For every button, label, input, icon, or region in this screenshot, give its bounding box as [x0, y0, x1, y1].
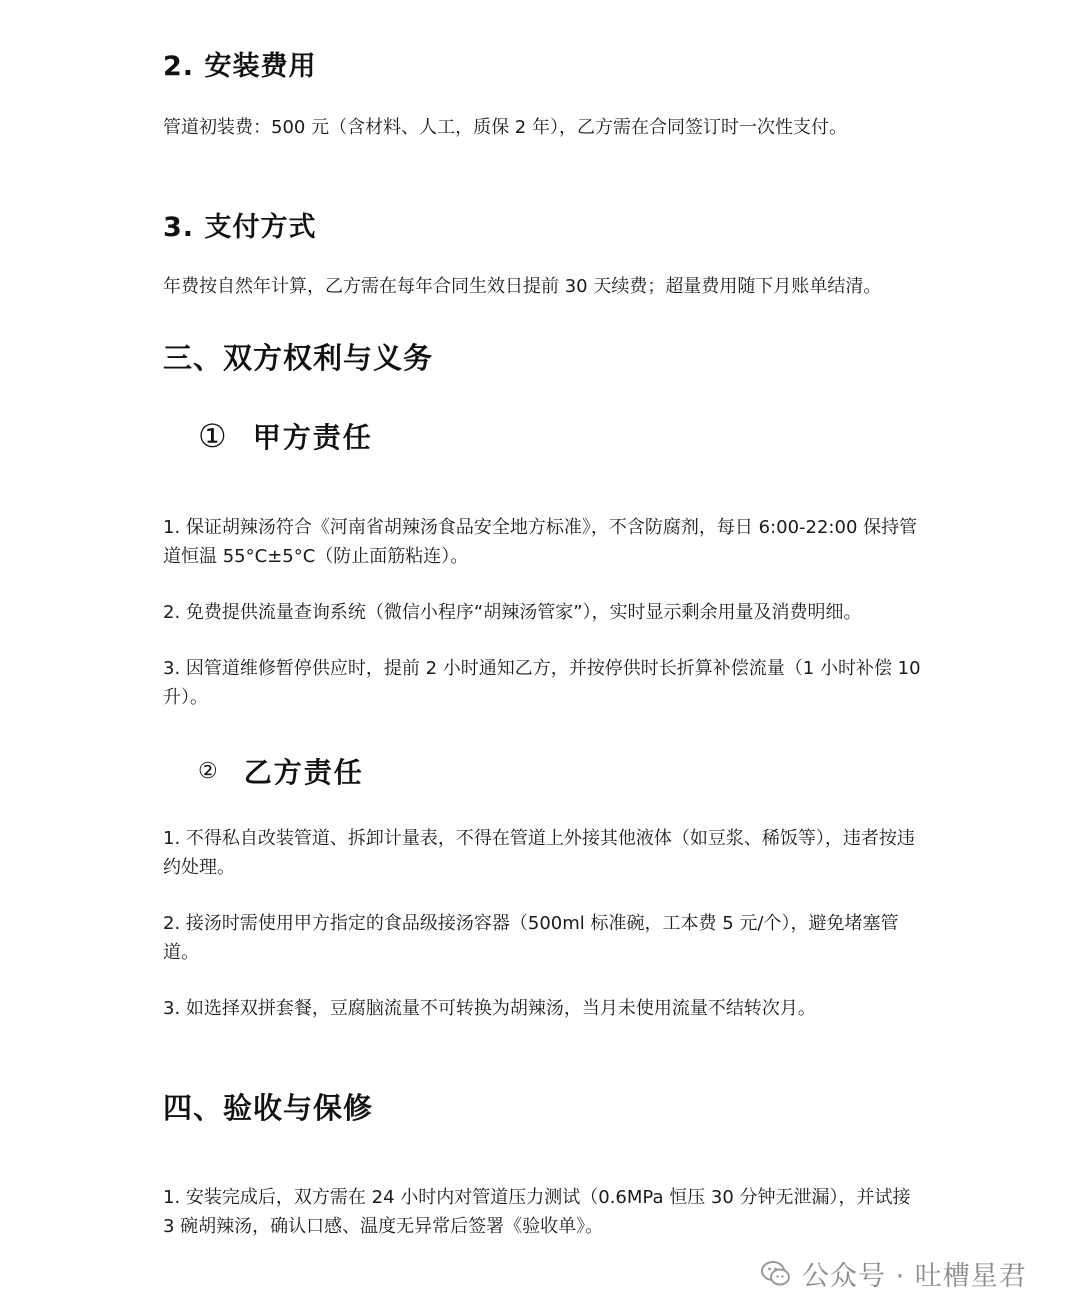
paragraph-payment: 年费按自然年计算，乙方需在每年合同生效日提前 30 天续费；超量费用随下月账单结清。 [163, 276, 882, 297]
list-item: 1. 不得私自改装管道、拆卸计量表，不得在管道上外接其他液体（如豆浆、稀饭等），违者按违约处理。 [163, 828, 915, 878]
paragraph-install-fee: 管道初装费：500 元（含材料、人工，质保 2 年），乙方需在合同签订时一次性支付。 [163, 117, 847, 138]
heading-install-fee: 2. 安装费用 [163, 51, 317, 82]
heading-acceptance-warranty: 四、验收与保修 [163, 1091, 374, 1125]
watermark [760, 1254, 1027, 1293]
list-item: 1. 保证胡辣汤符合《河南省胡辣汤食品安全地方标准》，不含防腐剂，每日 6:00-22:00 保持管道恒温 55°C±5°C（防止面筋粘连）。 [163, 517, 918, 567]
list-item: 2. 免费提供流量查询系统（微信小程序“胡辣汤管家”），实时显示剩余用量及消费明细。 [163, 602, 862, 623]
wechat-icon [760, 1258, 792, 1290]
heading-rights-obligations: 三、双方权利与义务 [163, 341, 434, 375]
list-item: 2. 接汤时需使用甲方指定的食品级接汤容器（500ml 标准碗，工本费 5 元/个），避免堵塞管道。 [163, 913, 899, 963]
heading-payment: 3. 支付方式 [163, 212, 317, 243]
subheading-party-a [198, 416, 373, 456]
list-item: 1. 安装完成后，双方需在 24 小时内对管道压力测试（0.6MPa 恒压 30 分钟无泄漏），并试接 3 碗胡辣汤，确认口感、温度无异常后签署《验收单》。 [163, 1187, 911, 1237]
watermark-text: 公众号 · 吐槽星君 [802, 1261, 1027, 1292]
list-item: 3. 如选择双拼套餐，豆腐脑流量不可转换为胡辣汤，当月未使用流量不结转次月。 [163, 998, 816, 1019]
circled-number-one: ① [198, 417, 229, 455]
subheading-party-a-label: 甲方责任 [252, 421, 373, 454]
subheading-party-b [198, 751, 364, 791]
subheading-party-b-label: 乙方责任 [243, 756, 364, 789]
list-item: 3. 因管道维修暂停供应时，提前 2 小时通知乙方，并按停供时长折算补偿流量（1 小时补偿 10 升）。 [163, 658, 921, 708]
circled-number-two: ② [198, 758, 220, 784]
